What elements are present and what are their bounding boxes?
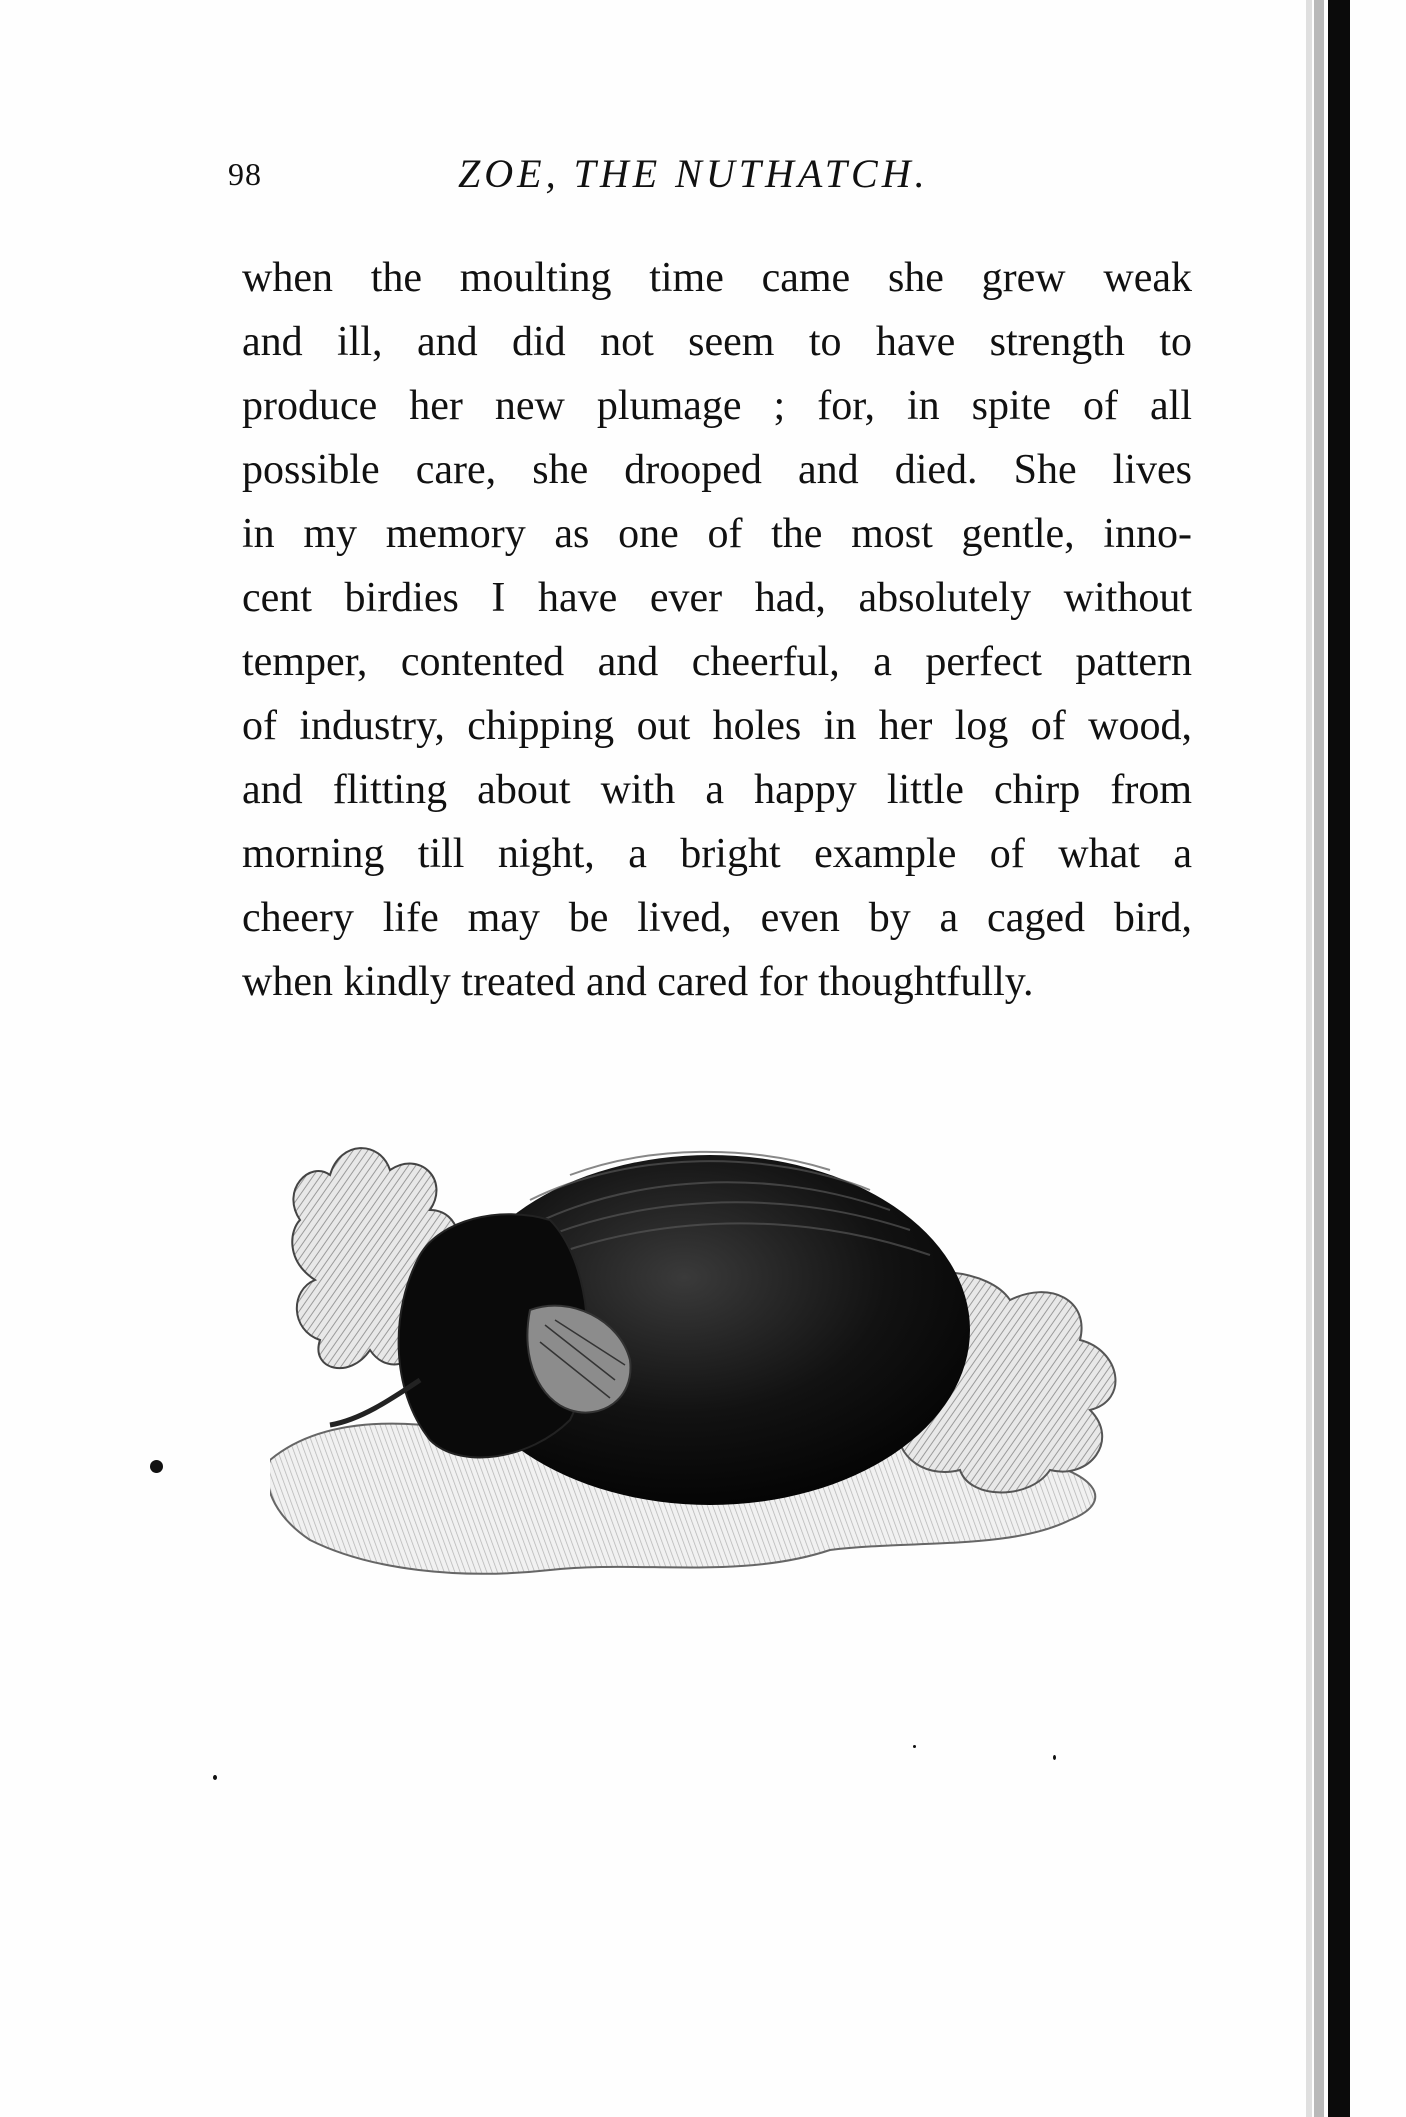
ink-speck <box>150 1460 163 1473</box>
acorn-on-oak-leaves-icon <box>270 1080 1170 1600</box>
text-line: produce her new plumage ; for, in spite of all <box>242 383 1192 429</box>
text-line: temper, contented and cheerful, a perfect pattern <box>242 639 1192 685</box>
text-line: when the moulting time came she grew weak <box>242 255 1192 301</box>
text-line: cheery life may be lived, even by a caged bird, <box>242 895 1192 941</box>
text-line: when kindly treated and cared for thoughtfully. <box>242 959 1034 1005</box>
page-number: 98 <box>228 156 262 192</box>
text-line: cent birdies I have ever had, absolutely without <box>242 575 1192 621</box>
acorn-stalk <box>330 1380 420 1425</box>
text-line: possible care, she drooped and died. She lives <box>242 447 1192 493</box>
page-header <box>228 150 1198 210</box>
text-line: morning till night, a bright example of what a <box>242 831 1192 877</box>
book-spine-edge <box>1306 0 1358 2117</box>
running-head: ZOE, THE NUTHATCH. <box>458 151 929 196</box>
ink-speck <box>213 1775 217 1780</box>
body-text <box>242 246 1192 1014</box>
ink-speck <box>1053 1755 1056 1760</box>
text-line: in my memory as one of the most gentle, inno- <box>242 511 1192 557</box>
text-line: and flitting about with a happy little chirp from <box>242 767 1192 813</box>
ink-speck <box>913 1745 916 1748</box>
text-line: of industry, chipping out holes in her log of wood, <box>242 703 1192 749</box>
text-line: and ill, and did not seem to have strength to <box>242 319 1192 365</box>
